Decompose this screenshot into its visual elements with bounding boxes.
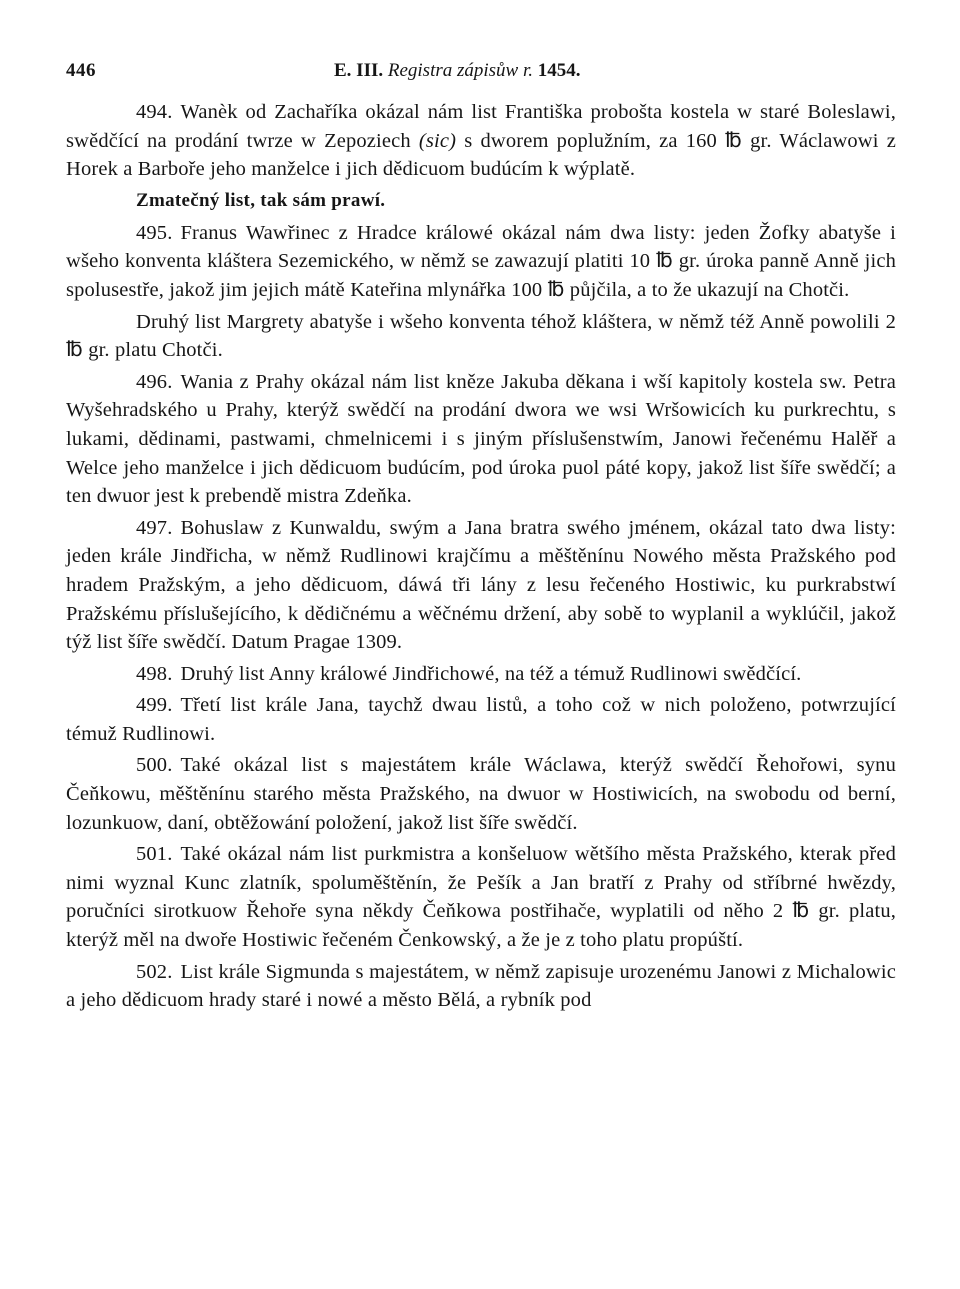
entry-494-remark: Zmatečný list, tak sám prawí. xyxy=(136,189,386,211)
entry-501 xyxy=(66,840,896,954)
entry-500 xyxy=(66,751,896,837)
header-title xyxy=(334,60,581,82)
entry-498 xyxy=(66,660,896,689)
entry-number: 497. xyxy=(136,516,173,539)
entry-494 xyxy=(66,98,896,184)
entry-499 xyxy=(66,691,896,748)
entry-text: Druhý list Anny králowé Jindřichowé, na též a témuž Rudlinowi swědčící. xyxy=(180,662,802,685)
header-title-italic: Registra zápisůw r. xyxy=(387,60,534,81)
entry-number: 498. xyxy=(136,662,173,685)
entry-text: Wania z Prahy okázal nám list kněze Jakuba děkana i wší kapitoly kostela sw. Petra Wyšehradského u Prahy, kterýž swědčí na prodání dwora we wsi Wršowicích ku purkrechtu, s lukami, dědinami, pastwami, chmelnicemi i s jiným příslušenstwím, Janowi řečenému Halěř a Welce jeho manželce i jich dědicuom budúcím, pod úroka puol páté kopy, jakož list šíře swědčí; a ten dwuor jest k prebendě mistra Zdeňka. xyxy=(66,370,896,508)
entry-text: Bohuslaw z Kunwaldu, swým a Jana bratra swého jménem, okázal tato dwa listy: jeden krále Jindřicha, w němž Rudlinowi krajčímu a měštěnínu Nowého města Pražského pod hradem Pražským, a jeho dědicuom, dáwá tři lány z lesu řečeného Hostiwic, ku purkrabstwí Pražskému příslušejícího, k dědičnému a wěčnému držení, aby sobě to wyplanil a wyklúčil, jakož týž list šíře swědčí. Datum Pragae 1309. xyxy=(66,516,896,654)
page-number: 446 xyxy=(66,60,96,81)
entry-number: 499. xyxy=(136,694,173,717)
entry-495 xyxy=(66,219,896,305)
entry-number: 502. xyxy=(136,960,173,983)
running-header xyxy=(66,60,894,92)
entry-number: 501. xyxy=(136,843,173,866)
entry-text: Wanèk od Zachaříka okázal nám list Františka probošta kostela w staré Boleslawi, swědčící na prodání twrze w Zepoziech xyxy=(66,101,896,152)
editorial-note: (sic) xyxy=(418,129,457,152)
entry-text-continued: s dworem poplužním, za 160 ℔ gr. Wáclawowi z Horek a Barboře jeho manželce i jich dědicuom budúcím k wýplatě. xyxy=(66,129,896,181)
entry-496 xyxy=(66,368,896,511)
entry-text: Franus Wawřinec z Hradce králowé okázal nám dwa listy: jeden Žofky abatyše i wšeho konventa kláštera Sezemického, w němž se zawazují platiti 10 ℔ gr. úroka panně Anně jich spolusestře, jakož jim jejich mátě Kateřina mlynářka 100 ℔ půjčila, a to že ukazují na Chotči. xyxy=(66,221,896,301)
entry-text: Také okázal list s majestátem krále Wáclawa, kterýž swědčí Řehořowi, synu Čeňkowu, měštěnínu starého města Pražského, na dwuor w Hostiwicích, na swobodu od berní, lozunkuow, daní, obtěžowání položení, jakož list šíře swědčí. xyxy=(66,754,896,834)
header-year: 1454. xyxy=(537,60,581,81)
entry-number: 495. xyxy=(136,221,173,244)
entry-text: Také okázal nám list purkmistra a konšeluow wětšího města Pražského, kterak před nimi wyznal Kunc zlatník, spoluměštěnín, že Pešík a Jan bratří z Prahy od stříbrné hwězdy, poručníci sirotkuow Řehoře syna někdy Čeňkowa postřihače, wyplatili od něho 2 ℔ gr. platu, kterýž měl na dwoře Hostiwic řečeném Čenkowský, a že je z toho platu propúští. xyxy=(66,843,896,952)
entry-text: List krále Sigmunda s majestátem, w němž zapisuje urozenému Janowi z Michalowic a jeho dědicuom hrady staré i nowé a město Bělá, a rybník pod xyxy=(66,960,896,1012)
entry-list xyxy=(66,98,896,1018)
entry-number: 500. xyxy=(136,754,173,777)
entry-502 xyxy=(66,958,896,1015)
entry-497 xyxy=(66,514,896,657)
entry-495-continuation: Druhý list Margrety abatyše i wšeho konventa téhož kláštera, w němž též Anně powolili 2 ℔ gr. platu Chotči. xyxy=(66,310,896,362)
entry-number: 494. xyxy=(136,101,173,123)
entry-number: 496. xyxy=(136,370,173,393)
header-prefix: E. III. xyxy=(334,60,384,81)
entry-text: Třetí list krále Jana, taychž dwau listů, a toho což w nich položeno, potwrzující témuž Rudlinowi. xyxy=(66,694,896,745)
